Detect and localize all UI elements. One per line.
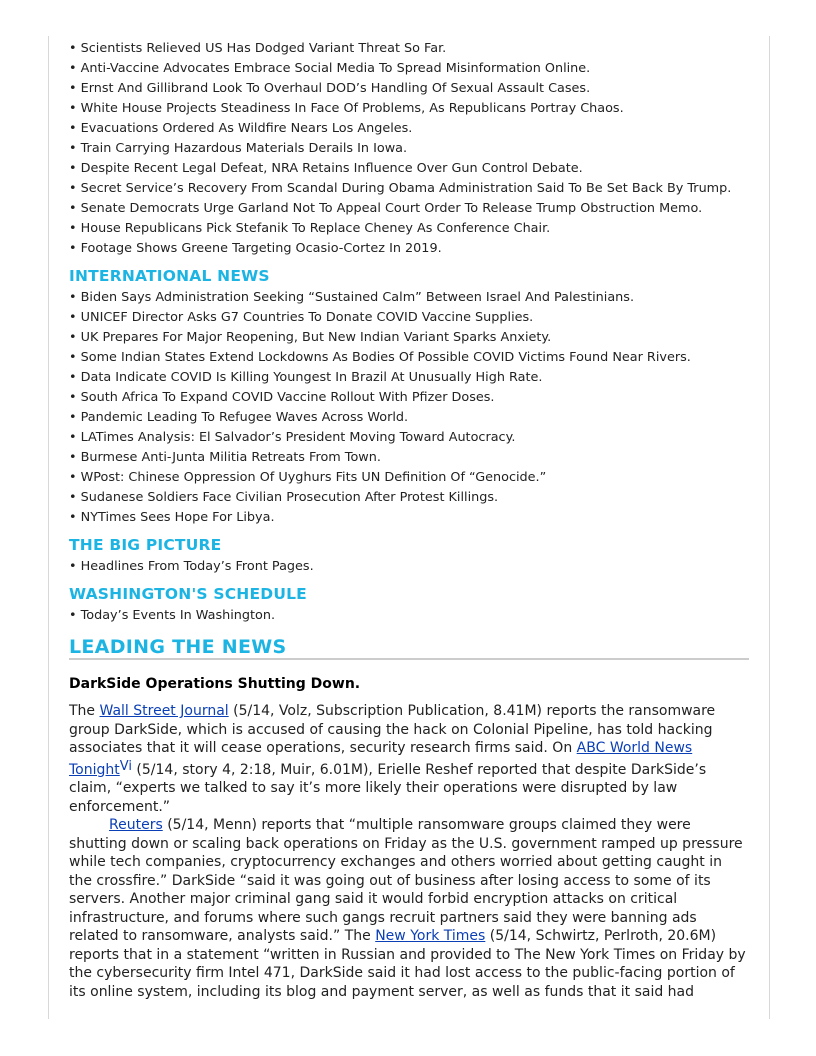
- headline-item[interactable]: • Despite Recent Legal Defeat, NRA Retains Influence Over Gun Control Debate.: [69, 159, 749, 179]
- newsletter-content: [69, 39, 749, 1001]
- top-news-list: [69, 39, 749, 259]
- headline-item[interactable]: • LATimes Analysis: El Salvador’s President Moving Toward Autocracy.: [69, 428, 749, 448]
- reuters-link[interactable]: Reuters: [109, 817, 163, 833]
- headline-item[interactable]: • Evacuations Ordered As Wildfire Nears Los Angeles.: [69, 119, 749, 139]
- new-york-times-link[interactable]: New York Times: [375, 928, 486, 944]
- headline-item[interactable]: • Data Indicate COVID Is Killing Youngest In Brazil At Unusually High Rate.: [69, 368, 749, 388]
- p1-text-0: The: [69, 703, 100, 719]
- page: [48, 36, 770, 1019]
- story-title: DarkSide Operations Shutting Down.: [69, 676, 361, 692]
- headline-item[interactable]: • UNICEF Director Asks G7 Countries To Donate COVID Vaccine Supplies.: [69, 308, 749, 328]
- headline-item[interactable]: • Footage Shows Greene Targeting Ocasio-Cortez In 2019.: [69, 239, 749, 259]
- video-indicator-icon[interactable]: Vi: [119, 758, 132, 774]
- p1-text-1: (5/14, Volz, Subscription Publication, 8.41M) reports the ransomware group DarkSide, which is accused of causing the hack on Colonial Pipeline, has told hacking associates that it will cease operations, security research firms said. On: [69, 703, 716, 756]
- washington-schedule-list: [69, 606, 749, 626]
- headline-item[interactable]: • UK Prepares For Major Reopening, But New Indian Variant Sparks Anxiety.: [69, 328, 749, 348]
- p2-text-2: (5/14, Schwirtz, Perlroth, 20.6M) reports that in a statement “written in Russian and provided to The New York Times on Friday by the cybersecurity firm Intel 471, DarkSide said it had lost access to the public-facing portion of its online system, including its blog and payment server, as well as funds that it said had: [69, 928, 746, 1000]
- headline-item[interactable]: • NYTimes Sees Hope For Libya.: [69, 508, 749, 528]
- headline-item[interactable]: • Burmese Anti-Junta Militia Retreats From Town.: [69, 448, 749, 468]
- headline-item[interactable]: • South Africa To Expand COVID Vaccine Rollout With Pfizer Doses.: [69, 388, 749, 408]
- headline-item[interactable]: • Train Carrying Hazardous Materials Derails In Iowa.: [69, 139, 749, 159]
- headline-item[interactable]: • Senate Democrats Urge Garland Not To Appeal Court Order To Release Trump Obstruction Memo.: [69, 199, 749, 219]
- leading-the-news-heading: LEADING THE NEWS: [69, 626, 749, 660]
- headline-item[interactable]: • Today’s Events In Washington.: [69, 606, 749, 626]
- headline-item[interactable]: • Ernst And Gillibrand Look To Overhaul DOD’s Handling Of Sexual Assault Cases.: [69, 79, 749, 99]
- headline-item[interactable]: • Secret Service’s Recovery From Scandal During Obama Administration Said To Be Set Back By Trump.: [69, 179, 749, 199]
- p2-text-1: (5/14, Menn) reports that “multiple ransomware groups claimed they were shutting down or scaling back operations on Friday as the U.S. government ramped up pressure while tech companies, cryptocurrency exchanges and others worried about getting caught in the crossfire.” DarkSide “said it was going out of business after losing access to some of its servers. Another major criminal gang said it would forbid encryption attacks on critical infrastructure, and forums where such gangs recruit partners said they were banning ads related to ransomware, analysts said.” The: [69, 817, 743, 944]
- headline-item[interactable]: • WPost: Chinese Oppression Of Uyghurs Fits UN Definition Of “Genocide.”: [69, 468, 749, 488]
- headline-item[interactable]: • House Republicans Pick Stefanik To Replace Cheney As Conference Chair.: [69, 219, 749, 239]
- international-news-list: [69, 288, 749, 528]
- headline-item[interactable]: • Sudanese Soldiers Face Civilian Prosecution After Protest Killings.: [69, 488, 749, 508]
- washington-schedule-heading: WASHINGTON'S SCHEDULE: [69, 585, 307, 603]
- story-paragraph-1: [69, 702, 749, 816]
- p1-text-2: (5/14, story 4, 2:18, Muir, 6.01M), Erielle Reshef reported that despite DarkSide’s claim, “experts we talked to say it’s more likely their operations were disrupted by law enforcement.”: [69, 761, 707, 815]
- wall-street-journal-link[interactable]: Wall Street Journal: [99, 703, 229, 719]
- headline-item[interactable]: • Scientists Relieved US Has Dodged Variant Threat So Far.: [69, 39, 749, 59]
- headline-item[interactable]: • Headlines From Today’s Front Pages.: [69, 557, 749, 577]
- headline-item[interactable]: • Some Indian States Extend Lockdowns As Bodies Of Possible COVID Victims Found Near Rivers.: [69, 348, 749, 368]
- headline-item[interactable]: • Biden Says Administration Seeking “Sustained Calm” Between Israel And Palestinians.: [69, 288, 749, 308]
- headline-item[interactable]: • Anti-Vaccine Advocates Embrace Social Media To Spread Misinformation Online.: [69, 59, 749, 79]
- abc-world-news-link[interactable]: ABC World News Tonight: [69, 740, 693, 778]
- story-paragraph-2: [69, 816, 749, 1001]
- headline-item[interactable]: • Pandemic Leading To Refugee Waves Across World.: [69, 408, 749, 428]
- big-picture-heading: THE BIG PICTURE: [69, 536, 222, 554]
- international-news-heading: INTERNATIONAL NEWS: [69, 267, 270, 285]
- headline-item[interactable]: • White House Projects Steadiness In Face Of Problems, As Republicans Portray Chaos.: [69, 99, 749, 119]
- big-picture-list: [69, 557, 749, 577]
